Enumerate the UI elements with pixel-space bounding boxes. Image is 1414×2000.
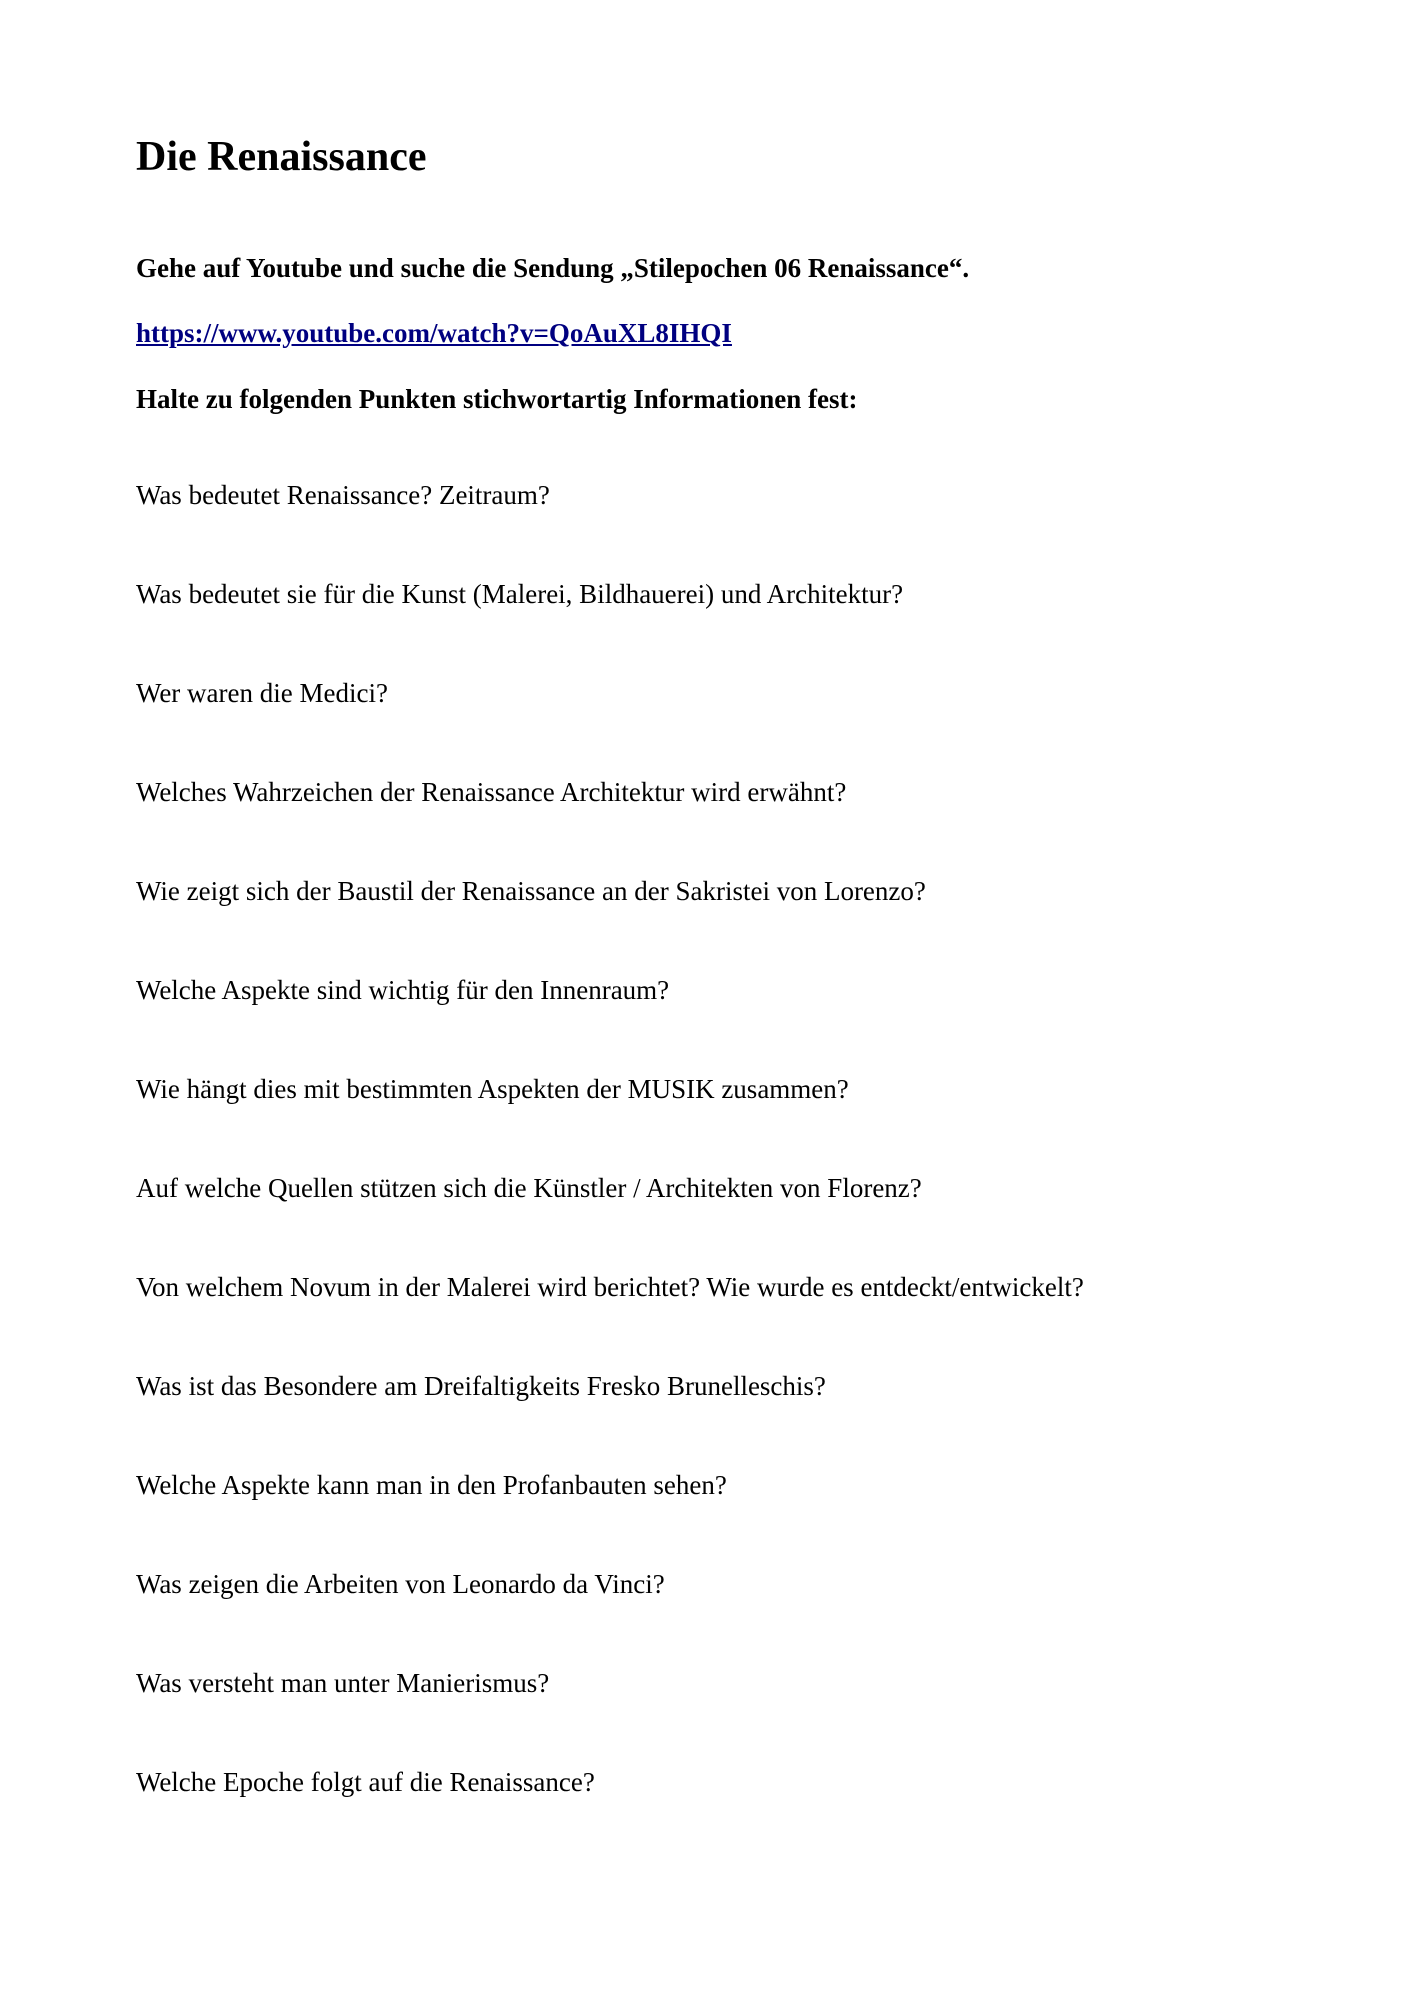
- question-item: Was bedeutet sie für die Kunst (Malerei, Bildhauerei) und Architektur?: [136, 579, 904, 609]
- question-item: Welche Epoche folgt auf die Renaissance?: [136, 1767, 595, 1797]
- question-item: Auf welche Quellen stützen sich die Künstler / Architekten von Florenz?: [136, 1173, 922, 1203]
- youtube-video-link[interactable]: https://www.youtube.com/watch?v=QoAuXL8IHQI: [136, 318, 732, 348]
- question-item: Von welchem Novum in der Malerei wird berichtet? Wie wurde es entdeckt/entwickelt?: [136, 1272, 1084, 1302]
- search-instruction: Gehe auf Youtube und suche die Sendung „Stilepochen 06 Renaissance“.: [136, 253, 970, 283]
- question-item: Was bedeutet Renaissance? Zeitraum?: [136, 480, 550, 510]
- question-item: Wer waren die Medici?: [136, 678, 388, 708]
- document-title: Die Renaissance: [136, 134, 427, 180]
- question-item: Welche Aspekte sind wichtig für den Innenraum?: [136, 975, 670, 1005]
- question-item: Was versteht man unter Manierismus?: [136, 1668, 550, 1698]
- question-list: [136, 479, 1084, 1865]
- question-item: Welche Aspekte kann man in den Profanbauten sehen?: [136, 1470, 727, 1500]
- question-item: Wie hängt dies mit bestimmten Aspekten der MUSIK zusammen?: [136, 1074, 849, 1104]
- question-item: Welches Wahrzeichen der Renaissance Architektur wird erwähnt?: [136, 777, 847, 807]
- question-item: Was ist das Besondere am Dreifaltigkeits Fresko Brunelleschis?: [136, 1371, 826, 1401]
- question-item: Was zeigen die Arbeiten von Leonardo da Vinci?: [136, 1569, 665, 1599]
- notes-instruction: Halte zu folgenden Punkten stichwortartig Informationen fest:: [136, 384, 858, 414]
- question-item: Wie zeigt sich der Baustil der Renaissance an der Sakristei von Lorenzo?: [136, 876, 926, 906]
